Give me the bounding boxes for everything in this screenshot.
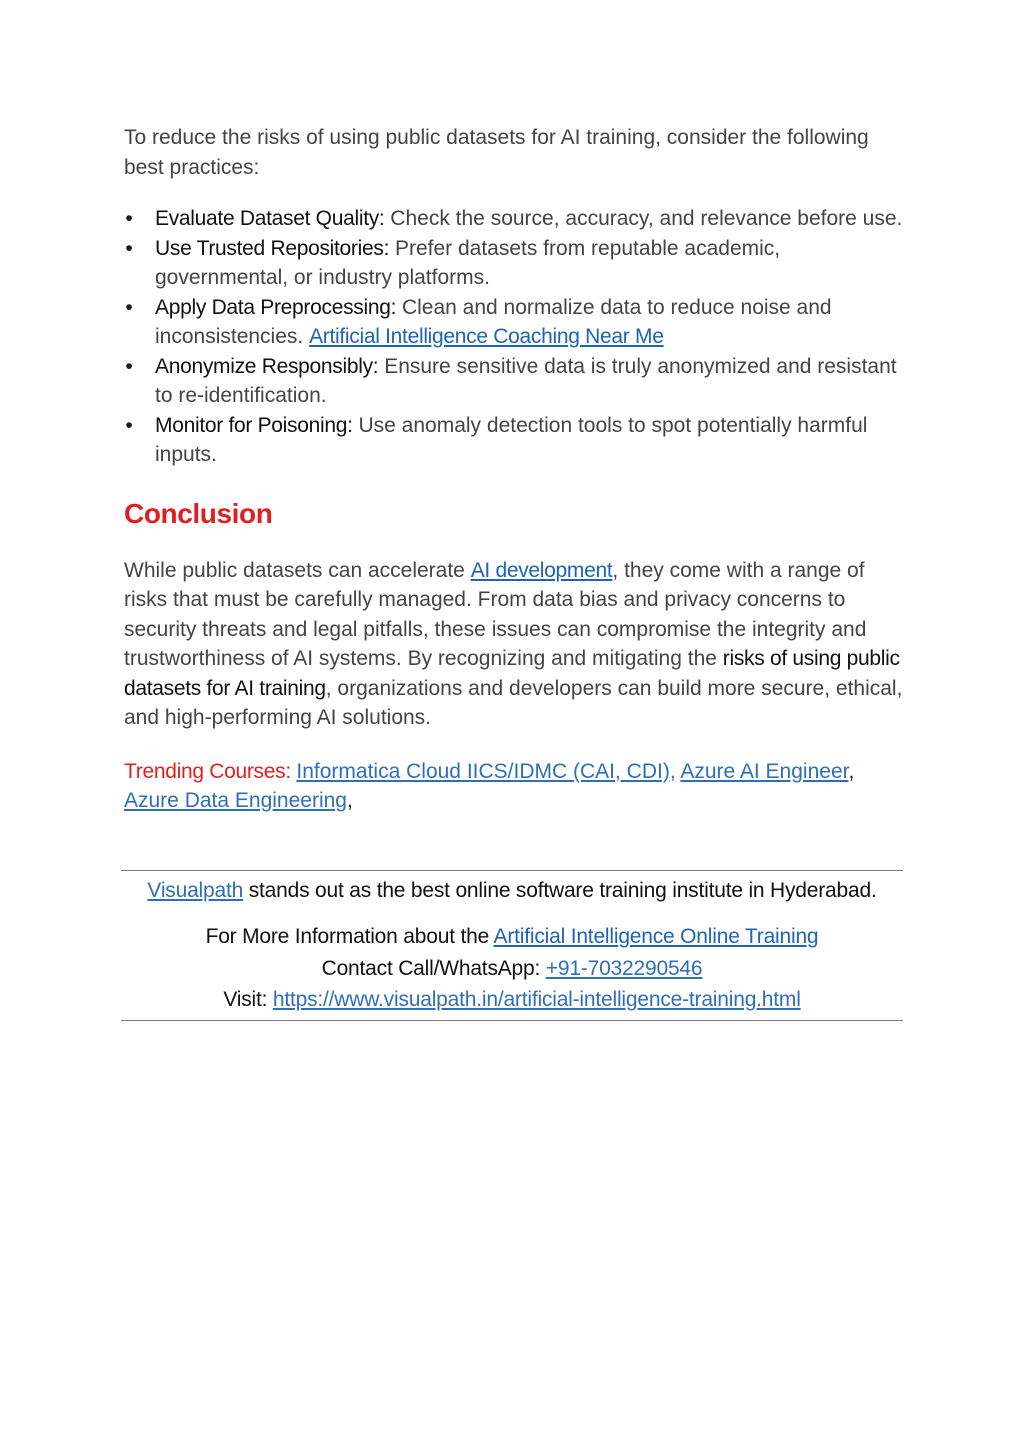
list-item [124, 234, 904, 293]
footer-brand-line [121, 876, 903, 905]
conclusion-text-part: , they come with a range of risks that must be carefully managed. From data bias and privacy concerns to security threats and legal pitfalls, these issues can compromise the integrity and trustworthiness of AI systems. By recognizing and mitigating the [124, 558, 867, 670]
visit-url-link[interactable]: https://www.visualpath.in/artificial-intelligence-training.html [272, 988, 801, 1011]
contact-label: Contact Call/WhatsApp: [321, 956, 546, 980]
intro-paragraph: To reduce the risks of using public datasets for AI training, consider the following best practices: [124, 126, 869, 179]
practice-term: Anonymize Responsibly: [155, 354, 379, 378]
footer-info-box [121, 870, 903, 1021]
bullet-icon: • [125, 236, 133, 260]
practice-term: Use Trusted Repositories: [155, 236, 390, 260]
list-item [124, 411, 904, 470]
practice-term: Monitor for Poisoning: [155, 413, 353, 437]
bullet-icon: • [125, 413, 133, 437]
bullet-icon: • [125, 354, 133, 378]
separator: , [848, 759, 855, 783]
practice-text: Ensure sensitive data is truly anonymized and resistant to re-identification. [155, 354, 897, 407]
visit-label: Visit: [223, 988, 273, 1011]
bullet-icon: • [125, 207, 133, 230]
informatica-course-link[interactable]: Informatica Cloud IICS/IDMC (CAI, CDI), [296, 759, 676, 783]
separator: , [346, 789, 353, 812]
practice-term: Evaluate Dataset Quality: [155, 207, 385, 230]
list-item [124, 352, 904, 411]
conclusion-text-part: , organizations and developers can build more secure, ethical, and high-performing AI solutions. [124, 676, 903, 729]
list-item [124, 293, 904, 352]
azure-ai-engineer-link[interactable]: Azure AI Engineer [680, 759, 849, 783]
practice-text: Check the source, accuracy, and relevance before use. [384, 207, 903, 230]
best-practices-list [124, 204, 904, 470]
practice-text: Use anomaly detection tools to spot potentially harmful inputs. [155, 413, 868, 466]
conclusion-paragraph [124, 556, 904, 733]
bullet-icon: • [125, 295, 133, 319]
practice-text: Prefer datasets from reputable academic, governmental, or industry platforms. [155, 236, 781, 289]
ai-online-training-link[interactable]: Artificial Intelligence Online Training [493, 925, 819, 948]
trending-label: Trending Courses: [124, 759, 297, 783]
footer-contact-line [121, 953, 903, 985]
visualpath-link[interactable]: Visualpath [147, 879, 244, 902]
phone-link[interactable]: +91-7032290546 [545, 956, 703, 980]
practice-text: Clean and normalize data to reduce noise and inconsistencies. [155, 295, 832, 348]
azure-data-engineering-link[interactable]: Azure Data Engineering [124, 789, 347, 812]
footer-info-line [121, 921, 903, 953]
document-content [124, 123, 904, 816]
ai-development-link[interactable]: AI development [470, 558, 613, 582]
trending-courses [124, 757, 904, 816]
footer-visit-line [121, 984, 903, 1016]
conclusion-emphasis: risks of using public datasets for AI training [124, 647, 900, 700]
footer-info-text: For More Information about the [205, 925, 494, 948]
coaching-link[interactable]: Artificial Intelligence Coaching Near Me [309, 325, 664, 348]
conclusion-heading: Conclusion [124, 497, 273, 529]
conclusion-text-part: While public datasets can accelerate [124, 558, 471, 582]
list-item [124, 204, 904, 234]
footer-brand-text: stands out as the best online software training institute in Hyderabad. [243, 879, 877, 902]
practice-term: Apply Data Preprocessing: [155, 295, 397, 319]
